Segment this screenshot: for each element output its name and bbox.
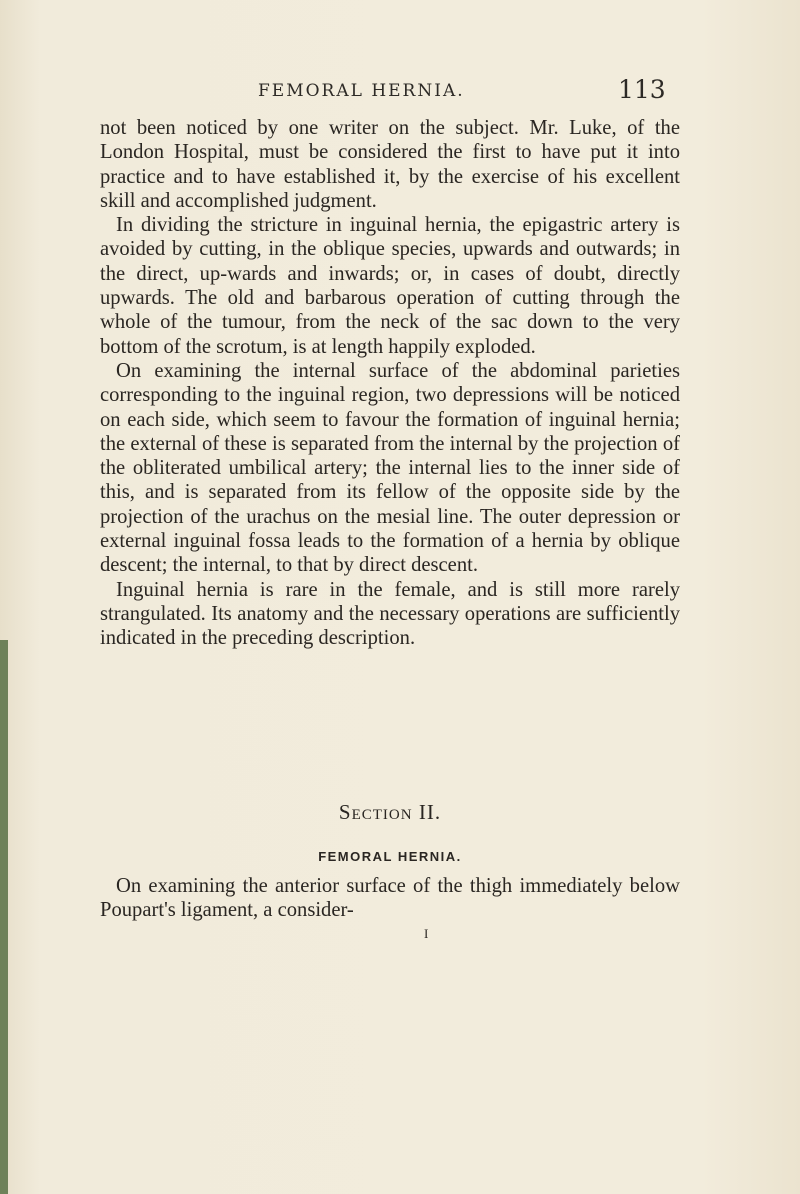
paragraph: not been noticed by one writer on the subject. Mr. Luke, of the London Hospital, must be considered the first to have put it into practice and to have established it, by the exercise of his excellent skill and accomplished judgment.	[100, 117, 680, 212]
section-subheading: FEMORAL HERNIA.	[318, 849, 462, 864]
section-heading: Section II.	[338, 800, 442, 824]
page-number: 113	[618, 75, 666, 104]
paragraph: In dividing the stricture in inguinal hernia, the epigastric artery is avoided by cutting, in the oblique species, upwards and outwards; in the direct, up-wards and inwards; or, in cases of doubt, directly upwards. The old and barbarous operation of cutting through the whole of the tumour, from the neck of the sac down to the very bottom of the scrotum, is at length happily exploded.	[100, 214, 680, 358]
body-text	[100, 116, 680, 651]
section-text	[100, 874, 680, 923]
paragraph: On examining the anterior surface of the thigh immediately below Poupart's ligament, a consider-	[100, 875, 680, 922]
paragraph: On examining the internal surface of the abdominal parieties corresponding to the inguinal region, two depressions will be noticed on each side, which seem to favour the formation of inguinal hernia; the external of these is separated from the internal by the projection of the obliterated umbilical artery; the internal lies to the inner side of this, and is separated from its fellow of the opposite side by the projection of the urachus on the mesial line. The outer depression or external inguinal fossa leads to the formation of a hernia by oblique descent; the internal, to that by direct descent.	[100, 359, 680, 577]
signature-mark: I	[424, 926, 429, 941]
page-header	[100, 75, 700, 111]
running-title: FEMORAL HERNIA.	[258, 81, 465, 101]
binding-edge	[0, 640, 8, 1194]
paragraph: Inguinal hernia is rare in the female, and is still more rarely strangulated. Its anatomy and the necessary operations are sufficiently indicated in the preceding description.	[100, 578, 680, 650]
